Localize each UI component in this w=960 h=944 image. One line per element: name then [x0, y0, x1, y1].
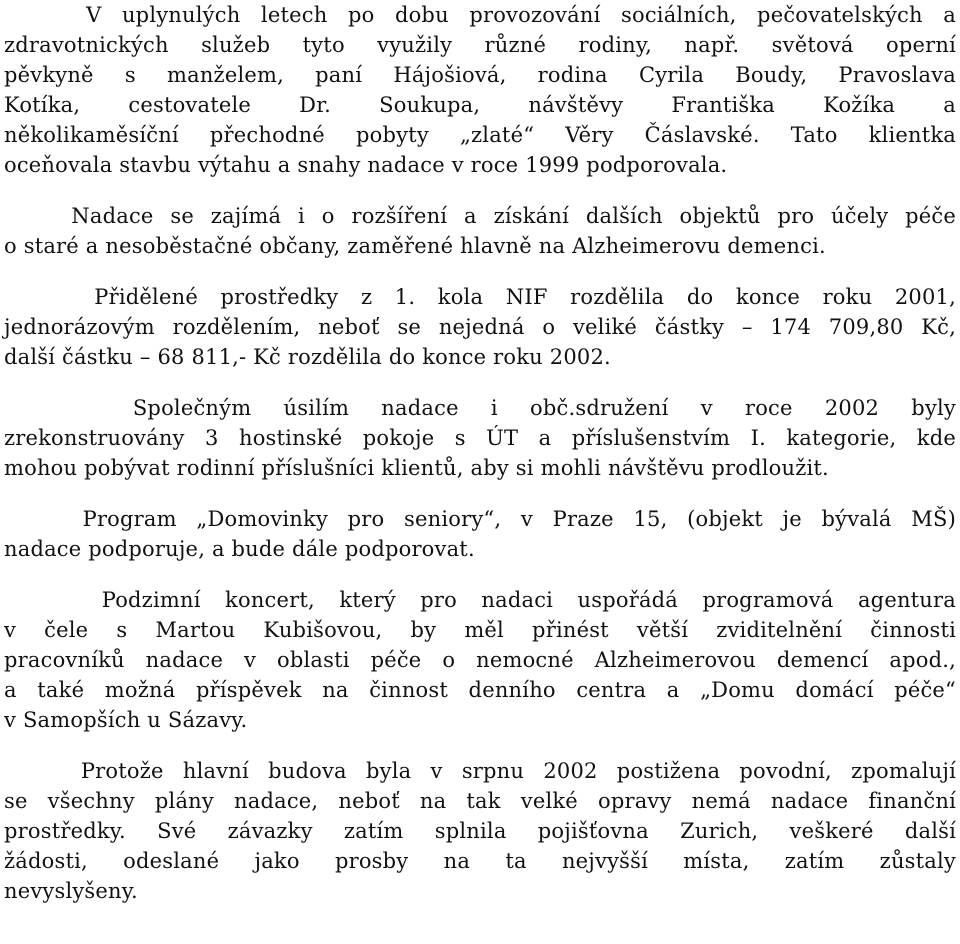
paragraph-expansion: [4, 201, 956, 261]
text-line: prostředky. Své závazky zatím splnila pojišťovna Zurich, veškeré další: [4, 819, 956, 843]
paragraph-gap: [4, 261, 956, 282]
text-line: v čele s Martou Kubišovou, by měl přinést větší zviditelnění činnosti: [4, 618, 956, 642]
paragraph-funds: [4, 282, 956, 372]
paragraph-visitors: [4, 0, 956, 180]
text-line: a také možná příspěvek na činnost denního centra a „Domu domácí péče“: [4, 678, 956, 702]
paragraph-concert: [4, 585, 956, 735]
text-line: Přidělené prostředky z 1. kola NIF rozdělila do konce roku 2001,: [4, 285, 956, 309]
text-line: několikaměsíční přechodné pobyty „zlaté“ Věry Čáslavské. Tato klientka: [4, 123, 956, 147]
paragraph-gap: [4, 372, 956, 393]
paragraph-flood: [4, 756, 956, 906]
text-line: zrekonstruovány 3 hostinské pokoje s ÚT a příslušenstvím I. kategorie, kde: [4, 426, 956, 450]
text-line: se všechny plány nadace, neboť na tak velké opravy nemá nadace finanční: [4, 789, 956, 813]
text-line: mohou pobývat rodinní příslušníci klientů, aby si mohli návštěvu prodloužit.: [4, 456, 829, 480]
text-line: v Samopších u Sázavy.: [4, 708, 248, 732]
text-line: Kotíka, cestovatele Dr. Soukupa, návštěvy Františka Kožíka a: [4, 93, 956, 117]
text-line: o staré a nesoběstačné občany, zaměřené hlavně na Alzheimerovu demenci.: [4, 234, 826, 258]
text-line: pracovníků nadace v oblasti péče o nemocné Alzheimerovou demencí apod.,: [4, 648, 956, 672]
text-line: Společným úsilím nadace i obč.sdružení v roce 2002 byly: [4, 396, 956, 420]
text-line: Program „Domovinky pro seniory“, v Praze 15, (objekt je bývalá MŠ): [4, 507, 956, 531]
text-line: V uplynulých letech po dobu provozování sociálních, pečovatelských a: [4, 3, 956, 27]
text-line: zdravotnických služeb tyto využily různé rodiny, např. světová operní: [4, 33, 956, 57]
paragraph-gap: [4, 735, 956, 756]
text-line: Podzimní koncert, který pro nadaci uspořádá programová agentura: [4, 588, 956, 612]
text-line: pěvkyně s manželem, paní Hájošiová, rodina Cyrila Boudy, Pravoslava: [4, 63, 956, 87]
paragraph-gap: [4, 564, 956, 585]
paragraph-guest-rooms: [4, 393, 956, 483]
text-line: Protože hlavní budova byla v srpnu 2002 postižena povodní, zpomalují: [4, 759, 956, 783]
text-line: nadace podporuje, a bude dále podporovat.: [4, 537, 475, 561]
text-line: žádosti, odeslané jako prosby na ta nejvyšší místa, zatím zůstaly: [4, 849, 956, 873]
text-line: Nadace se zajímá i o rozšíření a získání dalších objektů pro účely péče: [4, 204, 956, 228]
paragraph-gap: [4, 483, 956, 504]
paragraph-program: [4, 504, 956, 564]
text-line: jednorázovým rozdělením, neboť se nejedná o veliké částky – 174 709,80 Kč,: [4, 315, 956, 339]
paragraph-gap: [4, 180, 956, 201]
text-line: oceňovala stavbu výtahu a snahy nadace v roce 1999 podporovala.: [4, 153, 728, 177]
document-page: [4, 0, 956, 906]
text-line: nevyslyšeny.: [4, 879, 138, 903]
text-line: další částku – 68 811,- Kč rozdělila do konce roku 2002.: [4, 345, 611, 369]
